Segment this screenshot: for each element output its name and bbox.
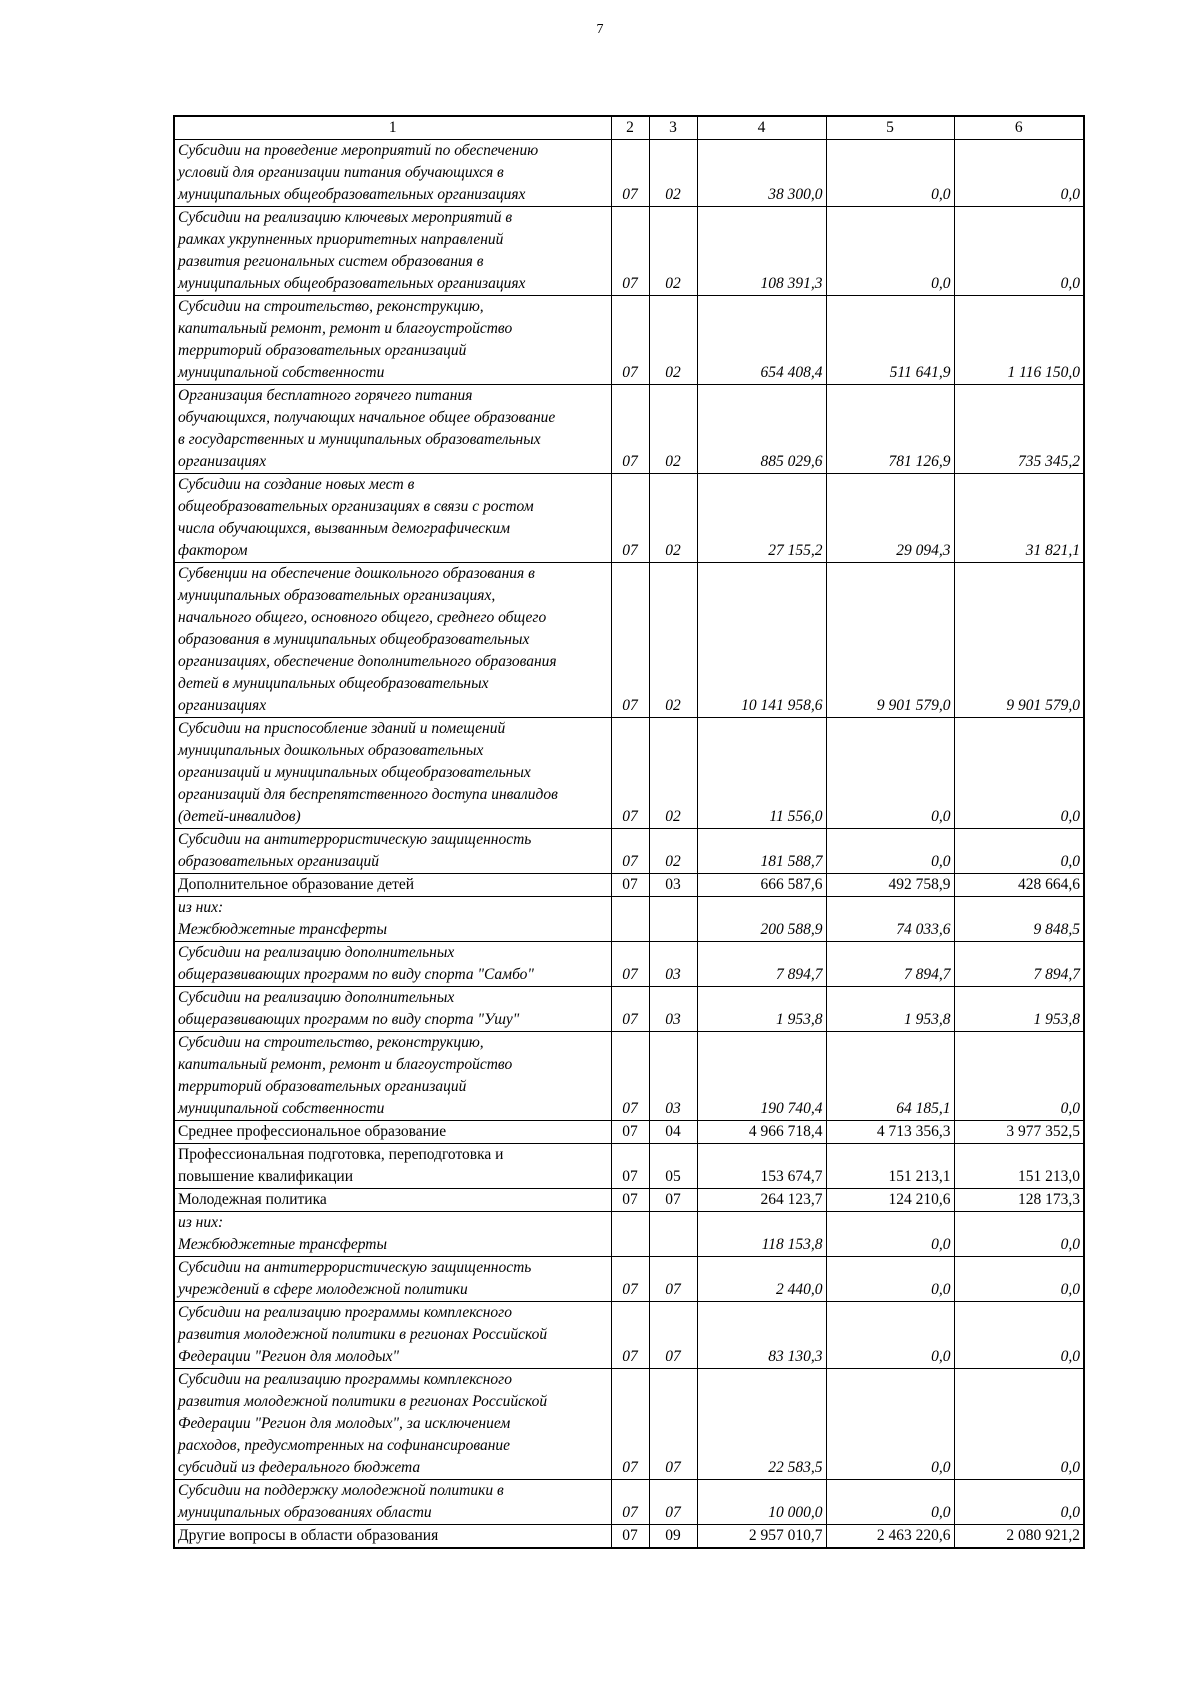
amount-col4: 2 440,0 <box>697 1257 826 1302</box>
column-header: 6 <box>954 116 1084 140</box>
row-name-line: образовательных организаций <box>178 853 380 870</box>
row-name-line: развития молодежной политики в регионах Российской <box>178 1393 548 1410</box>
row-name-line: из них: <box>178 1214 224 1231</box>
subsection-code: 02 <box>649 207 697 296</box>
row-name-line: организаций и муниципальных общеобразовательных <box>178 764 531 781</box>
amount-col5: 29 094,3 <box>826 474 954 563</box>
row-name <box>174 1480 611 1525</box>
table-row <box>174 563 1084 718</box>
table-row <box>174 874 1084 897</box>
row-name-line: Субсидии на антитеррористическую защищенность <box>178 831 532 848</box>
section-code <box>611 1212 649 1257</box>
amount-col5: 74 033,6 <box>826 897 954 942</box>
amount-col5: 0,0 <box>826 829 954 874</box>
amount-col6: 0,0 <box>954 140 1084 207</box>
amount-col5: 9 901 579,0 <box>826 563 954 718</box>
subsection-code: 04 <box>649 1121 697 1144</box>
amount-col4: 27 155,2 <box>697 474 826 563</box>
row-name-line: числа обучающихся, вызванным демографическим <box>178 520 511 537</box>
amount-col4: 200 588,9 <box>697 897 826 942</box>
row-name-line: Субсидии на реализацию дополнительных <box>178 989 455 1006</box>
row-name-line: муниципальной собственности <box>178 1100 385 1117</box>
row-name-line: детей в муниципальных общеобразовательных <box>178 675 489 692</box>
amount-col6: 0,0 <box>954 829 1084 874</box>
table-row <box>174 942 1084 987</box>
row-name-line: Дополнительное образование детей <box>178 876 415 893</box>
row-name-line: Субсидии на реализацию программы комплексного <box>178 1304 512 1321</box>
row-name-line: развития региональных систем образования в <box>178 253 484 270</box>
section-code: 07 <box>611 385 649 474</box>
row-name-line: Среднее профессиональное образование <box>178 1123 447 1140</box>
amount-col4: 22 583,5 <box>697 1369 826 1480</box>
table-row <box>174 140 1084 207</box>
amount-col4: 2 957 010,7 <box>697 1525 826 1549</box>
row-name-line: субсидий из федерального бюджета <box>178 1459 421 1476</box>
amount-col5: 2 463 220,6 <box>826 1525 954 1549</box>
amount-col6: 9 848,5 <box>954 897 1084 942</box>
amount-col6: 0,0 <box>954 1480 1084 1525</box>
section-code: 07 <box>611 987 649 1032</box>
section-code: 07 <box>611 1369 649 1480</box>
amount-col4: 885 029,6 <box>697 385 826 474</box>
section-code: 07 <box>611 474 649 563</box>
amount-col6: 3 977 352,5 <box>954 1121 1084 1144</box>
subsection-code <box>649 897 697 942</box>
row-name-line: Субсидии на создание новых мест в <box>178 476 415 493</box>
table-row <box>174 207 1084 296</box>
row-name-line: из них: <box>178 899 224 916</box>
section-code: 07 <box>611 942 649 987</box>
table-row <box>174 1212 1084 1257</box>
section-code <box>611 897 649 942</box>
amount-col6: 151 213,0 <box>954 1144 1084 1189</box>
amount-col4: 10 000,0 <box>697 1480 826 1525</box>
row-name-line: организациях <box>178 697 267 714</box>
amount-col4: 264 123,7 <box>697 1189 826 1212</box>
row-name-line: муниципальных образованиях области <box>178 1504 432 1521</box>
amount-col5: 0,0 <box>826 207 954 296</box>
amount-col4: 108 391,3 <box>697 207 826 296</box>
table-row <box>174 1480 1084 1525</box>
section-code: 07 <box>611 1480 649 1525</box>
section-code: 07 <box>611 563 649 718</box>
amount-col6: 0,0 <box>954 1257 1084 1302</box>
subsection-code: 07 <box>649 1302 697 1369</box>
row-name <box>174 829 611 874</box>
row-name-line: расходов, предусмотренных на софинансирование <box>178 1437 511 1454</box>
row-name-line: Субсидии на реализацию программы комплексного <box>178 1371 512 1388</box>
row-name-line: общеразвивающих программ по виду спорта "Самбо" <box>178 966 534 983</box>
amount-col6: 31 821,1 <box>954 474 1084 563</box>
row-name <box>174 1032 611 1121</box>
section-code: 07 <box>611 1189 649 1212</box>
subsection-code: 02 <box>649 140 697 207</box>
amount-col6: 0,0 <box>954 207 1084 296</box>
row-name-line: муниципальных общеобразовательных организациях <box>178 275 526 292</box>
table-row <box>174 1121 1084 1144</box>
row-name-line: Субсидии на реализацию дополнительных <box>178 944 455 961</box>
column-header: 5 <box>826 116 954 140</box>
amount-col5: 4 713 356,3 <box>826 1121 954 1144</box>
amount-col5: 124 210,6 <box>826 1189 954 1212</box>
row-name <box>174 1189 611 1212</box>
section-code: 07 <box>611 1302 649 1369</box>
amount-col6: 1 116 150,0 <box>954 296 1084 385</box>
subsection-code: 02 <box>649 829 697 874</box>
amount-col6: 735 345,2 <box>954 385 1084 474</box>
row-name-line: муниципальной собственности <box>178 364 385 381</box>
table-row <box>174 829 1084 874</box>
amount-col4: 4 966 718,4 <box>697 1121 826 1144</box>
amount-col6: 428 664,6 <box>954 874 1084 897</box>
table-row <box>174 296 1084 385</box>
amount-col5: 0,0 <box>826 1302 954 1369</box>
amount-col5: 151 213,1 <box>826 1144 954 1189</box>
row-name-line: Субсидии на реализацию ключевых мероприятий в <box>178 209 513 226</box>
section-code: 07 <box>611 1257 649 1302</box>
subsection-code: 07 <box>649 1257 697 1302</box>
row-name <box>174 1121 611 1144</box>
row-name <box>174 1212 611 1257</box>
amount-col6: 0,0 <box>954 1369 1084 1480</box>
row-name-line: в государственных и муниципальных образовательных <box>178 431 541 448</box>
row-name-line: Федерации "Регион для молодых" <box>178 1348 400 1365</box>
row-name <box>174 987 611 1032</box>
column-header: 3 <box>649 116 697 140</box>
row-name-line: условий для организации питания обучающихся в <box>178 164 504 181</box>
amount-col6: 128 173,3 <box>954 1189 1084 1212</box>
row-name <box>174 563 611 718</box>
table-row <box>174 987 1084 1032</box>
subsection-code: 07 <box>649 1189 697 1212</box>
section-code: 07 <box>611 718 649 829</box>
row-name-line: рамках укрупненных приоритетных направлений <box>178 231 504 248</box>
subsection-code: 02 <box>649 385 697 474</box>
amount-col5: 64 185,1 <box>826 1032 954 1121</box>
row-name-line: Субсидии на строительство, реконструкцию, <box>178 1034 484 1051</box>
row-name-line: Межбюджетные трансферты <box>178 921 387 938</box>
subsection-code: 02 <box>649 718 697 829</box>
row-name-line: капитальный ремонт, ремонт и благоустройство <box>178 1056 513 1073</box>
row-name-line: Субсидии на поддержку молодежной политики в <box>178 1482 504 1499</box>
amount-col6: 0,0 <box>954 1212 1084 1257</box>
amount-col6: 0,0 <box>954 718 1084 829</box>
row-name-line: фактором <box>178 542 248 559</box>
row-name-line: обучающихся, получающих начальное общее образование <box>178 409 556 426</box>
row-name-line: территорий образовательных организаций <box>178 1078 467 1095</box>
row-name <box>174 1257 611 1302</box>
section-code: 07 <box>611 140 649 207</box>
row-name-line: общеразвивающих программ по виду спорта "Ушу" <box>178 1011 520 1028</box>
amount-col4: 654 408,4 <box>697 296 826 385</box>
row-name-line: муниципальных дошкольных образовательных <box>178 742 484 759</box>
amount-col5: 1 953,8 <box>826 987 954 1032</box>
row-name-line: Субсидии на строительство, реконструкцию, <box>178 298 484 315</box>
amount-col5: 492 758,9 <box>826 874 954 897</box>
table-row <box>174 897 1084 942</box>
row-name-line: Межбюджетные трансферты <box>178 1236 387 1253</box>
amount-col6: 9 901 579,0 <box>954 563 1084 718</box>
row-name <box>174 207 611 296</box>
table-row <box>174 1525 1084 1549</box>
amount-col4: 118 153,8 <box>697 1212 826 1257</box>
row-name-line: Субсидии на проведение мероприятий по обеспечению <box>178 142 539 159</box>
table-row <box>174 1302 1084 1369</box>
budget-table <box>173 115 1085 1549</box>
row-name-line: Федерации "Регион для молодых", за исключением <box>178 1415 511 1432</box>
subsection-code <box>649 1212 697 1257</box>
amount-col5: 0,0 <box>826 1369 954 1480</box>
amount-col4: 181 588,7 <box>697 829 826 874</box>
row-name-line: развития молодежной политики в регионах Российской <box>178 1326 548 1343</box>
row-name <box>174 718 611 829</box>
amount-col5: 511 641,9 <box>826 296 954 385</box>
row-name <box>174 897 611 942</box>
amount-col5: 0,0 <box>826 1480 954 1525</box>
table-header-row <box>174 116 1084 140</box>
amount-col4: 38 300,0 <box>697 140 826 207</box>
row-name-line: организаций для беспрепятственного доступа инвалидов <box>178 786 558 803</box>
row-name <box>174 1369 611 1480</box>
row-name-line: Субсидии на приспособление зданий и помещений <box>178 720 506 737</box>
amount-col5: 0,0 <box>826 1257 954 1302</box>
column-header: 4 <box>697 116 826 140</box>
row-name-line: учреждений в сфере молодежной политики <box>178 1281 468 1298</box>
row-name-line: территорий образовательных организаций <box>178 342 467 359</box>
amount-col4: 11 556,0 <box>697 718 826 829</box>
amount-col6: 7 894,7 <box>954 942 1084 987</box>
row-name-line: организациях <box>178 453 267 470</box>
table-row <box>174 385 1084 474</box>
row-name-line: повышение квалификации <box>178 1168 354 1185</box>
amount-col4: 153 674,7 <box>697 1144 826 1189</box>
subsection-code: 03 <box>649 942 697 987</box>
table-row <box>174 474 1084 563</box>
column-header: 2 <box>611 116 649 140</box>
subsection-code: 02 <box>649 563 697 718</box>
row-name-line: начального общего, основного общего, среднего общего <box>178 609 547 626</box>
section-code: 07 <box>611 207 649 296</box>
table-row <box>174 1369 1084 1480</box>
section-code: 07 <box>611 874 649 897</box>
table-row <box>174 1189 1084 1212</box>
subsection-code: 09 <box>649 1525 697 1549</box>
table-row <box>174 1257 1084 1302</box>
row-name <box>174 874 611 897</box>
section-code: 07 <box>611 296 649 385</box>
row-name-line: муниципальных образовательных организациях, <box>178 587 496 604</box>
row-name-line: капитальный ремонт, ремонт и благоустройство <box>178 320 513 337</box>
row-name-line: (детей-инвалидов) <box>178 808 301 825</box>
amount-col4: 1 953,8 <box>697 987 826 1032</box>
amount-col6: 2 080 921,2 <box>954 1525 1084 1549</box>
row-name <box>174 474 611 563</box>
row-name-line: Организация бесплатного горячего питания <box>178 387 473 404</box>
column-header: 1 <box>174 116 611 140</box>
amount-col6: 0,0 <box>954 1032 1084 1121</box>
subsection-code: 02 <box>649 474 697 563</box>
subsection-code: 03 <box>649 1032 697 1121</box>
row-name-line: организациях, обеспечение дополнительного образования <box>178 653 557 670</box>
row-name-line: Профессиональная подготовка, переподготовка и <box>178 1146 504 1163</box>
table-row <box>174 1032 1084 1121</box>
amount-col5: 781 126,9 <box>826 385 954 474</box>
row-name <box>174 1525 611 1549</box>
amount-col4: 190 740,4 <box>697 1032 826 1121</box>
subsection-code: 05 <box>649 1144 697 1189</box>
row-name <box>174 1302 611 1369</box>
row-name-line: образования в муниципальных общеобразовательных <box>178 631 530 648</box>
amount-col5: 7 894,7 <box>826 942 954 987</box>
row-name-line: общеобразовательных организациях в связи с ростом <box>178 498 534 515</box>
row-name <box>174 140 611 207</box>
row-name <box>174 942 611 987</box>
section-code: 07 <box>611 1525 649 1549</box>
row-name-line: муниципальных общеобразовательных организациях <box>178 186 526 203</box>
amount-col4: 83 130,3 <box>697 1302 826 1369</box>
section-code: 07 <box>611 1121 649 1144</box>
row-name-line: Субвенции на обеспечение дошкольного образования в <box>178 565 535 582</box>
amount-col4: 7 894,7 <box>697 942 826 987</box>
amount-col6: 1 953,8 <box>954 987 1084 1032</box>
amount-col5: 0,0 <box>826 1212 954 1257</box>
subsection-code: 07 <box>649 1369 697 1480</box>
subsection-code: 03 <box>649 987 697 1032</box>
amount-col5: 0,0 <box>826 718 954 829</box>
row-name <box>174 385 611 474</box>
row-name-line: Другие вопросы в области образования <box>178 1527 439 1544</box>
amount-col4: 10 141 958,6 <box>697 563 826 718</box>
table-row <box>174 1144 1084 1189</box>
subsection-code: 03 <box>649 874 697 897</box>
subsection-code: 02 <box>649 296 697 385</box>
page-number: 7 <box>596 22 604 37</box>
amount-col4: 666 587,6 <box>697 874 826 897</box>
row-name-line: Субсидии на антитеррористическую защищенность <box>178 1259 532 1276</box>
section-code: 07 <box>611 829 649 874</box>
subsection-code: 07 <box>649 1480 697 1525</box>
amount-col5: 0,0 <box>826 140 954 207</box>
section-code: 07 <box>611 1032 649 1121</box>
table-row <box>174 718 1084 829</box>
amount-col6: 0,0 <box>954 1302 1084 1369</box>
row-name <box>174 296 611 385</box>
section-code: 07 <box>611 1144 649 1189</box>
row-name <box>174 1144 611 1189</box>
row-name-line: Молодежная политика <box>178 1191 327 1208</box>
